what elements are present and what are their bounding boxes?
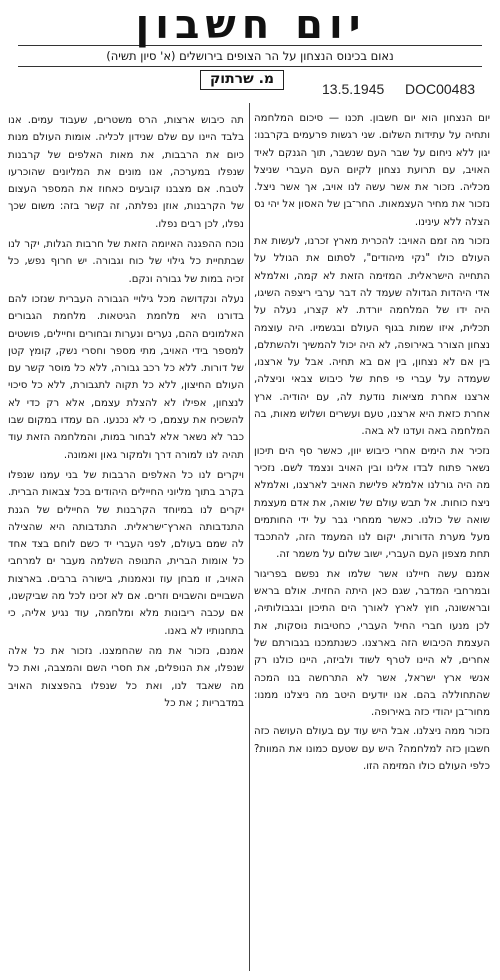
headline: יום חשבון [135, 2, 367, 48]
article-column-right [254, 110, 490, 972]
author-byline: מ. שרתוק [200, 70, 284, 90]
paragraph: אמנם, נזכור את מה שהחמצנו. נזכור את כל אלה שנפלו, את הנופלים, את חסרי השם והמצבה, ואת כל מה שאבד לנו, ואת כל שנפלו בהפצצות האויב במדבריות ; את כל [8, 645, 244, 709]
paragraph: אמנם עשה חיילנו אשר שלמו את נפשם בפריגור ובמרחבי המדבר, שגם כאן היתה החזית. אולם בראש ובראשונה, חוץ לארץ לאורך הים התיכון ובגבולותיה, לכן מנעו חברי החיל העברי, כחטיבות נוסקות, את העצמת הכיבוש הזה בארצנו. כשנתמכנו בגבורתם של אחרים, לא היינו לטרף לשוד ולביזה, היינו כולנו רק אנשי ארץ ישראל, אשר לא התרחשה בנו המכה שהתחוללה בהם. אנו יודעים היטב מה ניצלנו ממנו: מחור־בן יהודי כזה באירופה. [254, 568, 490, 719]
article-column-left [8, 112, 244, 972]
paragraph: נוכח ההפגנה האיומה הזאת של חרבות הגלות, יקר לנו שבתחיית כל גילוי של כוח וגבורה. יש חרוף נפש, כל זכיה במות של גבורה ונקם. [8, 239, 244, 285]
paragraph: תה כיבוש ארצות, הרס משטרים, שעבוד עמים. אנו בלבד היינו עם שלם שנידון לכליה. אומות העולם מנות כיום את הרבבות, את מאות האלפים של קרבנות שנפלו במערכה, אנו מונים את המליונים שהוכרעו לטבח. אם מצבנו קובעים כאחוז את המספר העצום של הקרבנות, אוזן נפלתה, זה קשר בזה: משום שכך נפלו, לכן רבים נפלו. [8, 115, 244, 230]
column-divider [249, 103, 250, 971]
date-stamp: 13.5.1945 [322, 81, 385, 97]
document-id-stamp: DOC00483 [405, 81, 476, 97]
paragraph: נעלה ונקדושה מכל גילויי הגבורה העברית שנזכו להם בדורנו היא מלחמת הגיטאות. מלחמת הגבורים האלמונים ההם, נערים ונערות ובחורים וחיילים, פושטים למספר בידי האויב, מתי מספר וחסרי נשק, קומץ קטן של דורות. ללא כל רכב גבורה, ללא כל מוסר קשר עם העולם החיצון, ללא כל תקוה לתגבורת, ללא כל סיכוי לנצחון, אפילו לא להצלת עצמם, אלא רק כדי לא להשכיח את עצמם, כי לא נכנעו. הם עמדו במקום שבו כבר לא נשאר אלא לבחור במות, והמלחמה הזאת עוד תהיה לנו למורה דרך ולמקור גאון ואמונה. [8, 293, 244, 461]
subtitle: נאום בכינוס הנצחון על הר הצופים בירושלים (א' סיון תשיה) [106, 49, 394, 63]
paragraph: ויקרים לנו כל האלפים הרבבות של בני עמנו שנפלו בקרב בתוך מליוני החיילים היהודים בכל צבאות הברית. יקרים לנו במיוחד הקרבנות של החיילים של הגנת התנדבותה הארץ־ישראלית. התנדבותה היא שהצילה לה שמם בעולם, לפני העברי יד כשם לוחם בצד אחד כל אומות הברית, התנופה השלמה מעבר ים למרחבי האויב, זו מבחן עוז ונאמנות, בישורה ברבים. בארצות השבויים והשבוים וזרים. אם לא זכינו לכל מה שביקשנו, אם עכבה ריבונות מלא ומלחמה, עוד נגיע אליה, כי בתחנותיו לא באנו. [8, 469, 244, 637]
paragraph: יום הנצחון הוא יום חשבון. תכנו — סיכום המלחמה ותחיה על עתידות השלום. שני רגשות פרעמים בקרבנו: יגון ללא ניחום על שבר העם שנשבר, תוך הגנקם לאיד האויב, עם תרועת נצחון לקיום העם העברי שניצל מכליה. נזכור את אשר עשה לנו אויב, אך אשר ניצל. נזכור את מחיר העצמאות. החר־בן של האסון אל יהי נס הצלה ללא עינינו. [254, 113, 490, 228]
header-rule [18, 66, 482, 67]
paragraph: נזכור ממה ניצלנו. אבל היש עוד עם בעולם העושה כזה חשבון כזה למלחמה? היש עם שטעם כמונו את המוות? כלפי העולם כולו המזימה הזו. [254, 726, 490, 772]
paragraph: נזכיר את הימים אחרי כיבוש יוון, כאשר סף הים תיכון נשאר פתוח לבדו אלינו ובין האויב ונצמד לשם. נזכיר מה היה גורלנו אלמלא פלישת האויב לארצנו, ואלמלא ניצח כוחות. אל תבש עולם של שואה, את אדם מעצמת שואה של כולנו. כאשר ממחרי גבר על ידי החותמים מעל מערת הדורות, יקום לנו המעמד הזה, להתכבד תחת מצפון העם העברי, ישוב שלום על משמר זה. [254, 445, 490, 561]
paragraph: נזכור מה זמם האויב: להכרית מארץ זכרנו, לעשות את העולם כולו "נקי מיהודים", לסתום את הגולל על התחייה הישראלית. המזימה הזאת לא קמה, ואלמלא אדי היהדות הגדולה שעמד לה דבר ערבי ריצפה השיגו, היה ידו של המלחמה יורדת. לא קצרו, נעלה על תכלית, איזו שמות בגוף העולם ובגשמיו. היה עוצמה נצחון הצורר באירופה, לא היה יכול להמשיך ולהשתלם, בין אם לא נצחון, בין אם בא תחיה. אבל על ארצנו, שעמדה על עברי פי פחת של כיבוש צבאי וניצלה, ארצנו אחרת מציאות נודעת לה, עם יהודיה. ארץ אחרת כזאת היא ארצנו, טעם ועשרים ושלוש מאות, בה המלחמה באה ועדנו לא באה. [254, 236, 490, 438]
